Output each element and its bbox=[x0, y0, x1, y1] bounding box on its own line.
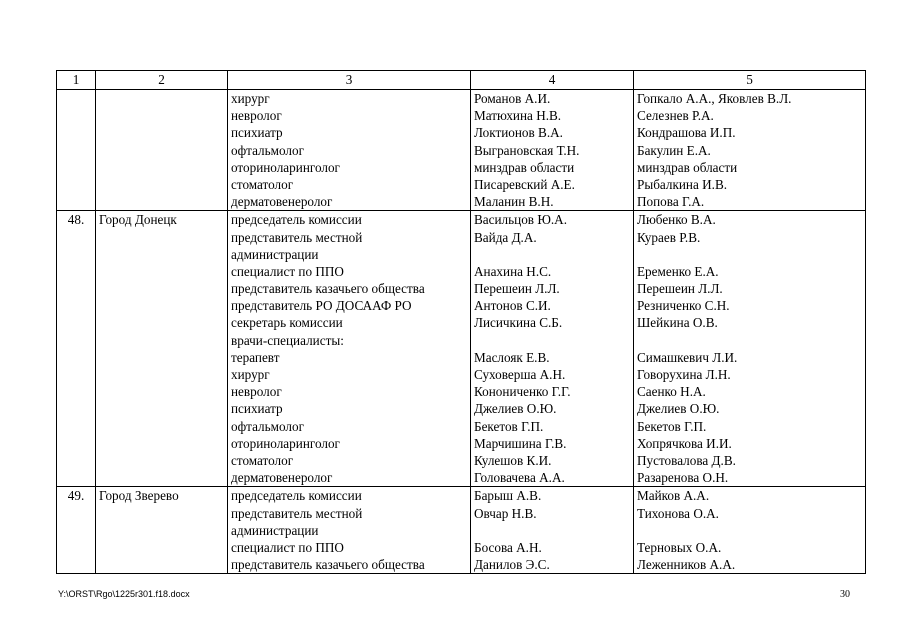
col-header-1: 1 bbox=[57, 71, 96, 90]
member-line: минздрав области bbox=[474, 159, 575, 175]
reserve-line: Леженников А.А. bbox=[637, 557, 736, 573]
role-line: администрации bbox=[231, 522, 319, 538]
member-line: Васильцов Ю.А. bbox=[474, 212, 568, 228]
col-header-5: 5 bbox=[634, 71, 866, 90]
member-line: Анахина Н.С. bbox=[474, 263, 552, 279]
role-line: секретарь комиссии bbox=[231, 315, 343, 331]
reserve-line: минздрав области bbox=[637, 159, 738, 175]
role-line: специалист по ППО bbox=[231, 539, 344, 555]
member-line: Кулешов К.И. bbox=[474, 452, 552, 468]
member-line: Писаревский А.Е. bbox=[474, 176, 575, 192]
row-number bbox=[57, 90, 96, 211]
roles-cell bbox=[228, 211, 471, 487]
member-line: Головачева А.А. bbox=[474, 470, 565, 486]
reserve-line: Любенко В.А. bbox=[637, 212, 716, 228]
role-line: специалист по ППО bbox=[231, 263, 344, 279]
roles-cell bbox=[228, 487, 471, 574]
page-number: 30 bbox=[840, 589, 850, 600]
member-line: Лисичкина С.Б. bbox=[474, 315, 563, 331]
role-line: невролог bbox=[231, 108, 282, 124]
members-cell bbox=[471, 211, 634, 487]
reserve-line: Попова Г.А. bbox=[637, 194, 705, 210]
role-line: председатель комиссии bbox=[231, 212, 362, 228]
member-line: Антонов С.И. bbox=[474, 298, 551, 314]
table-row bbox=[57, 90, 866, 211]
reserve-line bbox=[637, 522, 865, 539]
role-line: хирург bbox=[231, 367, 270, 382]
role-line: психиатр bbox=[231, 401, 283, 417]
table-row bbox=[57, 211, 866, 487]
city-name: Город Донецк bbox=[96, 211, 228, 487]
member-line: Бекетов Г.П. bbox=[474, 418, 544, 434]
member-line: Босова А.Н. bbox=[474, 539, 542, 555]
member-line: Маланин В.Н. bbox=[474, 194, 554, 210]
role-line: председатель комиссии bbox=[231, 488, 362, 504]
role-line: хирург bbox=[231, 91, 270, 106]
role-line: стоматолог bbox=[231, 452, 294, 468]
reserve-line: Кураев Р.В. bbox=[637, 229, 701, 245]
reserve-line bbox=[637, 332, 865, 349]
reserve-line: Хопрячкова И.И. bbox=[637, 435, 732, 451]
role-line: офтальмолог bbox=[231, 142, 304, 158]
city-name bbox=[96, 90, 228, 211]
role-line: терапевт bbox=[231, 349, 280, 365]
reserve-line: Джелиев О.Ю. bbox=[637, 401, 720, 417]
row-number: 49. bbox=[57, 487, 96, 574]
reserves-cell bbox=[634, 90, 866, 211]
member-line: Локтионов В.А. bbox=[474, 125, 563, 141]
reserve-line: Рыбалкина И.В. bbox=[637, 176, 728, 192]
member-line: Выграновская Т.Н. bbox=[474, 142, 580, 158]
reserve-line: Говорухина Л.Н. bbox=[637, 367, 731, 382]
reserves-cell bbox=[634, 211, 866, 487]
reserve-line: Селезнев Р.А. bbox=[637, 108, 714, 124]
member-line: Данилов Э.С. bbox=[474, 557, 550, 573]
member-line bbox=[474, 246, 633, 263]
role-line: дерматовенеролог bbox=[231, 470, 333, 486]
member-line: Барыш А.В. bbox=[474, 488, 542, 504]
reserve-line: Еременко Е.А. bbox=[637, 263, 719, 279]
member-line: Перешеин Л.Л. bbox=[474, 281, 560, 297]
role-line: стоматолог bbox=[231, 176, 294, 192]
role-line: дерматовенеролог bbox=[231, 194, 333, 210]
reserve-line: Пустовалова Д.В. bbox=[637, 452, 736, 468]
member-line: Романов А.И. bbox=[474, 91, 551, 106]
role-line: администрации bbox=[231, 246, 319, 262]
col-header-3: 3 bbox=[228, 71, 471, 90]
role-line: невролог bbox=[231, 384, 282, 400]
role-line: представитель местной bbox=[231, 505, 363, 521]
reserve-line: Разаренова О.Н. bbox=[637, 470, 729, 486]
role-line: оториноларинголог bbox=[231, 435, 340, 451]
reserve-line: Резниченко С.Н. bbox=[637, 298, 730, 314]
member-line: Овчар Н.В. bbox=[474, 505, 537, 521]
reserve-line: Шейкина О.В. bbox=[637, 315, 718, 331]
row-number: 48. bbox=[57, 211, 96, 487]
table-row bbox=[57, 487, 866, 574]
reserve-line: Терновых О.А. bbox=[637, 539, 722, 555]
col-header-2: 2 bbox=[96, 71, 228, 90]
role-line: представитель РО ДОСААФ РО bbox=[231, 298, 412, 314]
role-line: офтальмолог bbox=[231, 418, 304, 434]
reserve-line: Бекетов Г.П. bbox=[637, 418, 707, 434]
role-line: представитель местной bbox=[231, 229, 363, 245]
member-line: Матюхина Н.В. bbox=[474, 108, 562, 124]
role-line: врачи-специалисты: bbox=[231, 332, 344, 348]
reserve-line bbox=[637, 246, 865, 263]
reserve-line: Майков А.А. bbox=[637, 488, 710, 504]
reserves-cell bbox=[634, 487, 866, 574]
reserve-line: Саенко Н.А. bbox=[637, 384, 706, 400]
table-header-row bbox=[57, 71, 866, 90]
role-line: представитель казачьего общества bbox=[231, 557, 425, 573]
reserve-line: Перешеин Л.Л. bbox=[637, 281, 723, 297]
member-line: Конониченко Г.Г. bbox=[474, 384, 571, 400]
reserve-line: Бакулин Е.А. bbox=[637, 142, 711, 158]
file-path: Y:\ORST\Rgo\1225r301.f18.docx bbox=[58, 589, 190, 599]
role-line: представитель казачьего общества bbox=[231, 281, 425, 297]
member-line bbox=[474, 522, 633, 539]
col-header-4: 4 bbox=[471, 71, 634, 90]
reserve-line: Кондрашова И.П. bbox=[637, 125, 736, 141]
reserve-line: Симашкевич Л.И. bbox=[637, 349, 738, 365]
city-name: Город Зверево bbox=[96, 487, 228, 574]
members-cell bbox=[471, 90, 634, 211]
member-line: Марчишина Г.В. bbox=[474, 435, 567, 451]
reserve-line: Гопкало А.А., Яковлев В.Л. bbox=[637, 91, 792, 106]
members-cell bbox=[471, 487, 634, 574]
member-line: Вайда Д.А. bbox=[474, 229, 537, 245]
roles-cell bbox=[228, 90, 471, 211]
member-line bbox=[474, 332, 633, 349]
role-line: психиатр bbox=[231, 125, 283, 141]
member-line: Маслояк Е.В. bbox=[474, 349, 550, 365]
role-line: оториноларинголог bbox=[231, 159, 340, 175]
member-line: Джелиев О.Ю. bbox=[474, 401, 557, 417]
member-line: Суховерша А.Н. bbox=[474, 367, 566, 382]
commission-table bbox=[56, 70, 866, 574]
reserve-line: Тихонова О.А. bbox=[637, 505, 719, 521]
